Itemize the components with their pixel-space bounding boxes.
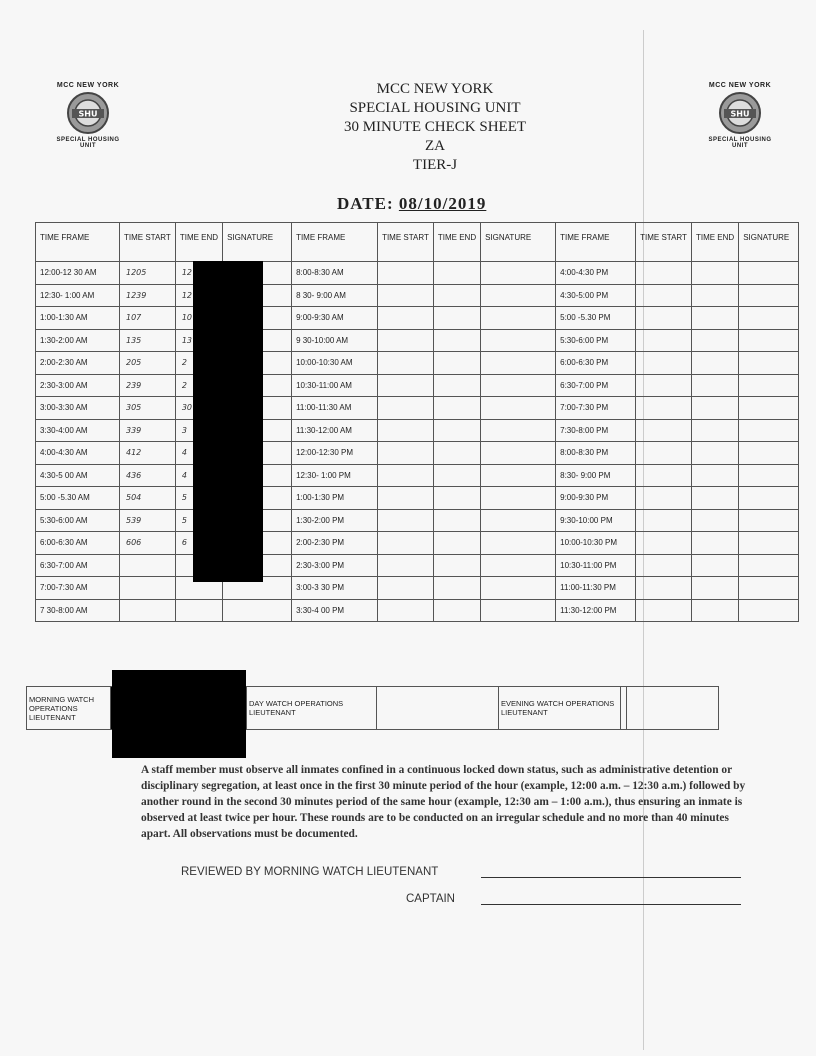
time-frame-cell: 12:30- 1:00 PM	[292, 464, 378, 487]
time-start-cell	[120, 599, 176, 622]
time-frame-cell: 3:30-4 00 PM	[292, 599, 378, 622]
signature-cell	[739, 509, 799, 532]
time-end-cell	[433, 352, 480, 375]
table-row	[36, 442, 799, 465]
time-end-cell: 5	[175, 509, 222, 532]
reviewed-by-signature-line	[481, 877, 741, 878]
col-time-frame: TIME FRAME	[36, 223, 120, 262]
time-frame-cell: 12:00-12:30 PM	[292, 442, 378, 465]
document-header	[240, 80, 630, 175]
time-end-cell	[433, 464, 480, 487]
time-end-cell	[691, 329, 738, 352]
time-end-cell	[691, 374, 738, 397]
time-start-cell	[636, 419, 692, 442]
signature-cell	[481, 352, 556, 375]
table-row	[36, 262, 799, 285]
col-time-start: TIME START	[378, 223, 434, 262]
signature-cell	[481, 464, 556, 487]
time-start-cell	[636, 464, 692, 487]
time-frame-cell: 10:00-10:30 AM	[292, 352, 378, 375]
time-start-cell	[636, 262, 692, 285]
signature-cell	[739, 532, 799, 555]
time-frame-cell: 11:00-11:30 PM	[556, 577, 636, 600]
time-start-cell	[636, 577, 692, 600]
table-row	[36, 419, 799, 442]
day-watch-signature	[377, 687, 499, 730]
time-start-cell	[378, 419, 434, 442]
signature-cell	[739, 284, 799, 307]
time-start-cell	[120, 554, 176, 577]
time-start-cell: 205	[120, 352, 176, 375]
time-start-cell	[378, 352, 434, 375]
logo-left-top-text: MCC NEW YORK	[56, 82, 120, 89]
time-end-cell: 4	[175, 464, 222, 487]
time-frame-cell: 10:30-11:00 AM	[292, 374, 378, 397]
time-start-cell	[378, 599, 434, 622]
time-start-cell	[378, 307, 434, 330]
time-end-cell	[691, 397, 738, 420]
signature-cell	[739, 397, 799, 420]
time-frame-cell: 9 30-10:00 AM	[292, 329, 378, 352]
time-frame-cell: 11:30-12:00 AM	[292, 419, 378, 442]
time-start-cell	[636, 397, 692, 420]
time-start-cell	[378, 442, 434, 465]
shu-emblem-icon	[718, 91, 762, 135]
time-start-cell: 305	[120, 397, 176, 420]
signature-cell	[481, 554, 556, 577]
redacted-signatures	[193, 261, 263, 582]
time-frame-cell: 4:00-4:30 PM	[556, 262, 636, 285]
time-start-cell: 1205	[120, 262, 176, 285]
col-time-end: TIME END	[175, 223, 222, 262]
time-end-cell	[433, 509, 480, 532]
time-end-cell	[691, 419, 738, 442]
time-frame-cell: 6:00-6:30 AM	[36, 532, 120, 555]
table-row	[36, 509, 799, 532]
time-frame-cell: 11:00-11:30 AM	[292, 397, 378, 420]
signature-cell	[223, 599, 292, 622]
table-row	[36, 577, 799, 600]
time-frame-cell: 5:00 -5.30 PM	[556, 307, 636, 330]
col-signature: SIGNATURE	[223, 223, 292, 262]
time-frame-cell: 6:30-7:00 PM	[556, 374, 636, 397]
time-frame-cell: 8 30- 9:00 AM	[292, 284, 378, 307]
logo-right-top-text: MCC NEW YORK	[708, 82, 772, 89]
time-start-cell: 436	[120, 464, 176, 487]
time-start-cell: 1239	[120, 284, 176, 307]
time-start-cell	[378, 487, 434, 510]
time-start-cell	[636, 554, 692, 577]
time-frame-cell: 3:00-3:30 AM	[36, 397, 120, 420]
time-frame-cell: 6:00-6:30 PM	[556, 352, 636, 375]
time-end-cell	[691, 532, 738, 555]
time-end-cell	[433, 532, 480, 555]
col-signature: SIGNATURE	[481, 223, 556, 262]
time-start-cell	[636, 352, 692, 375]
time-start-cell	[378, 329, 434, 352]
time-start-cell	[636, 284, 692, 307]
table-row	[36, 374, 799, 397]
table-row	[36, 397, 799, 420]
time-end-cell	[691, 352, 738, 375]
signature-cell	[481, 442, 556, 465]
time-start-cell	[636, 509, 692, 532]
morning-watch-label: MORNING WATCH OPERATIONS LIEUTENANT	[27, 687, 111, 730]
table-row	[36, 307, 799, 330]
time-start-cell	[378, 464, 434, 487]
time-frame-cell: 8:00-8:30 AM	[292, 262, 378, 285]
evening-watch-signature	[627, 687, 719, 730]
logo-left	[48, 82, 128, 152]
time-frame-cell: 6:30-7:00 AM	[36, 554, 120, 577]
time-frame-cell: 2:30-3:00 PM	[292, 554, 378, 577]
time-start-cell	[636, 374, 692, 397]
time-start-cell: 239	[120, 374, 176, 397]
signature-cell	[481, 599, 556, 622]
time-end-cell	[433, 329, 480, 352]
time-start-cell: 539	[120, 509, 176, 532]
header-line-5: TIER-J	[412, 157, 458, 173]
time-frame-cell: 8:30- 9:00 PM	[556, 464, 636, 487]
time-start-cell	[378, 262, 434, 285]
col-signature: SIGNATURE	[739, 223, 799, 262]
time-end-cell	[433, 397, 480, 420]
time-frame-cell: 4:00-4:30 AM	[36, 442, 120, 465]
header-line-4: ZA	[425, 138, 445, 154]
time-end-cell	[691, 284, 738, 307]
time-end-cell: 2	[175, 352, 222, 375]
date-value: 08/10/2019	[398, 194, 487, 213]
time-end-cell	[433, 442, 480, 465]
time-frame-cell: 3:00-3 30 PM	[292, 577, 378, 600]
table-row	[36, 464, 799, 487]
time-frame-cell: 1:30-2:00 PM	[292, 509, 378, 532]
time-frame-cell: 5:00 -5.30 AM	[36, 487, 120, 510]
signature-cell	[481, 262, 556, 285]
signature-cell	[481, 419, 556, 442]
time-start-cell	[636, 532, 692, 555]
time-start-cell	[120, 577, 176, 600]
col-time-end: TIME END	[433, 223, 480, 262]
signature-cell	[739, 442, 799, 465]
time-end-cell	[433, 577, 480, 600]
col-time-start: TIME START	[120, 223, 176, 262]
signature-cell	[481, 307, 556, 330]
time-start-cell: 412	[120, 442, 176, 465]
evening-watch-label: EVENING WATCH OPERATIONS LIEUTENANT	[499, 687, 621, 730]
svg-text:SHU: SHU	[730, 109, 750, 119]
time-end-cell: 3	[175, 419, 222, 442]
time-frame-cell: 7:00-7:30 AM	[36, 577, 120, 600]
table-row	[36, 352, 799, 375]
captain-label: CAPTAIN	[406, 893, 455, 905]
check-sheet-table	[35, 222, 799, 622]
table-header-row	[36, 223, 799, 262]
time-frame-cell: 8:00-8:30 PM	[556, 442, 636, 465]
observation-policy-notice: A staff member must observe all inmates confined in a continuous locked down status, such as administrative detention or disciplinary segregation, at least once in the first 30 minute period of the hour (example, 12:00 a.m. – 12:30 a.m.) followed by another round in the second 30 minutes period of the same hour (example, 12:30 am – 1:00 a.m.), thus ensuring an inmate is observed at least twice per hour. These rounds are to be conducted on an irregular schedule and no more than 40 minutes apart. All observations must be documented.	[141, 764, 746, 840]
reviewed-by-label: REVIEWED BY MORNING WATCH LIEUTENANT	[181, 866, 439, 878]
time-frame-cell: 2:00-2:30 PM	[292, 532, 378, 555]
time-start-cell	[636, 329, 692, 352]
signature-cell	[481, 397, 556, 420]
time-frame-cell: 12:00-12 30 AM	[36, 262, 120, 285]
signature-cell	[481, 374, 556, 397]
time-frame-cell: 10:00-10:30 PM	[556, 532, 636, 555]
header-line-1: MCC NEW YORK	[376, 81, 494, 97]
signature-cell	[739, 599, 799, 622]
time-end-cell	[433, 419, 480, 442]
time-end-cell	[691, 599, 738, 622]
time-frame-cell: 2:00-2:30 AM	[36, 352, 120, 375]
signature-cell	[481, 329, 556, 352]
time-end-cell: 12	[175, 284, 222, 307]
table-row	[36, 329, 799, 352]
time-start-cell	[636, 442, 692, 465]
time-start-cell	[378, 554, 434, 577]
col-time-end: TIME END	[691, 223, 738, 262]
time-end-cell	[691, 487, 738, 510]
time-start-cell: 339	[120, 419, 176, 442]
time-start-cell	[378, 374, 434, 397]
time-end-cell	[433, 262, 480, 285]
table-row	[36, 599, 799, 622]
signature-cell	[481, 284, 556, 307]
time-frame-cell: 3:30-4:00 AM	[36, 419, 120, 442]
date-label: DATE:	[337, 194, 394, 213]
signature-cell	[739, 329, 799, 352]
shu-emblem-icon	[66, 91, 110, 135]
signature-cell	[739, 464, 799, 487]
time-end-cell: 13	[175, 329, 222, 352]
time-frame-cell: 4:30-5:00 PM	[556, 284, 636, 307]
time-start-cell	[378, 532, 434, 555]
time-frame-cell: 12:30- 1:00 AM	[36, 284, 120, 307]
svg-text:SHU: SHU	[78, 109, 98, 119]
table-row	[36, 284, 799, 307]
date-line	[337, 194, 486, 214]
time-start-cell: 135	[120, 329, 176, 352]
time-end-cell: 10	[175, 307, 222, 330]
time-frame-cell: 1:30-2:00 AM	[36, 329, 120, 352]
time-frame-cell: 10:30-11:00 PM	[556, 554, 636, 577]
time-frame-cell: 9:00-9:30 AM	[292, 307, 378, 330]
signature-cell	[739, 374, 799, 397]
time-end-cell	[175, 599, 222, 622]
signature-cell	[739, 352, 799, 375]
time-start-cell	[378, 509, 434, 532]
time-frame-cell: 4:30-5 00 AM	[36, 464, 120, 487]
signature-cell	[481, 577, 556, 600]
table-row	[36, 487, 799, 510]
time-start-cell: 107	[120, 307, 176, 330]
logo-right-bottom-text: SPECIAL HOUSING UNIT	[708, 137, 772, 149]
time-end-cell	[691, 262, 738, 285]
col-time-frame: TIME FRAME	[556, 223, 636, 262]
header-line-2: SPECIAL HOUSING UNIT	[349, 100, 521, 116]
signature-cell	[739, 554, 799, 577]
time-end-cell: 12	[175, 262, 222, 285]
time-end-cell	[691, 442, 738, 465]
time-start-cell	[378, 284, 434, 307]
time-end-cell	[691, 554, 738, 577]
day-watch-label: DAY WATCH OPERATIONS LIEUTENANT	[247, 687, 377, 730]
header-line-3: 30 MINUTE CHECK SHEET	[343, 119, 527, 135]
col-time-frame: TIME FRAME	[292, 223, 378, 262]
time-frame-cell: 2:30-3:00 AM	[36, 374, 120, 397]
time-end-cell	[691, 307, 738, 330]
time-end-cell	[433, 284, 480, 307]
signature-cell	[481, 487, 556, 510]
table-row	[36, 532, 799, 555]
time-frame-cell: 7 30-8:00 AM	[36, 599, 120, 622]
time-end-cell	[691, 577, 738, 600]
signature-cell	[739, 577, 799, 600]
logo-left-bottom-text: SPECIAL HOUSING UNIT	[56, 137, 120, 149]
signature-cell	[739, 419, 799, 442]
time-start-cell	[636, 487, 692, 510]
redacted-morning-signature	[112, 670, 246, 758]
time-frame-cell: 5:30-6:00 PM	[556, 329, 636, 352]
time-frame-cell: 9:00-9:30 PM	[556, 487, 636, 510]
time-frame-cell: 9:30-10:00 PM	[556, 509, 636, 532]
time-start-cell	[636, 599, 692, 622]
signature-cell	[481, 509, 556, 532]
time-end-cell	[433, 599, 480, 622]
time-frame-cell: 1:00-1:30 PM	[292, 487, 378, 510]
time-frame-cell: 1:00-1:30 AM	[36, 307, 120, 330]
signature-cell	[481, 532, 556, 555]
time-start-cell	[378, 397, 434, 420]
col-time-start: TIME START	[636, 223, 692, 262]
time-end-cell: 2	[175, 374, 222, 397]
time-frame-cell: 11:30-12:00 PM	[556, 599, 636, 622]
time-frame-cell: 5:30-6:00 AM	[36, 509, 120, 532]
time-end-cell	[691, 509, 738, 532]
time-end-cell	[691, 464, 738, 487]
time-end-cell	[433, 307, 480, 330]
time-end-cell	[433, 554, 480, 577]
time-start-cell: 606	[120, 532, 176, 555]
time-start-cell	[378, 577, 434, 600]
captain-signature-line	[481, 904, 741, 905]
signature-cell	[739, 307, 799, 330]
time-end-cell: 30	[175, 397, 222, 420]
logo-right	[700, 82, 780, 152]
signature-cell	[739, 262, 799, 285]
time-end-cell	[433, 487, 480, 510]
time-start-cell: 504	[120, 487, 176, 510]
time-end-cell: 6	[175, 532, 222, 555]
time-end-cell: 4	[175, 442, 222, 465]
signature-cell	[739, 487, 799, 510]
time-end-cell	[433, 374, 480, 397]
table-row	[36, 554, 799, 577]
time-frame-cell: 7:00-7:30 PM	[556, 397, 636, 420]
time-end-cell: 5	[175, 487, 222, 510]
time-frame-cell: 7:30-8:00 PM	[556, 419, 636, 442]
time-start-cell	[636, 307, 692, 330]
